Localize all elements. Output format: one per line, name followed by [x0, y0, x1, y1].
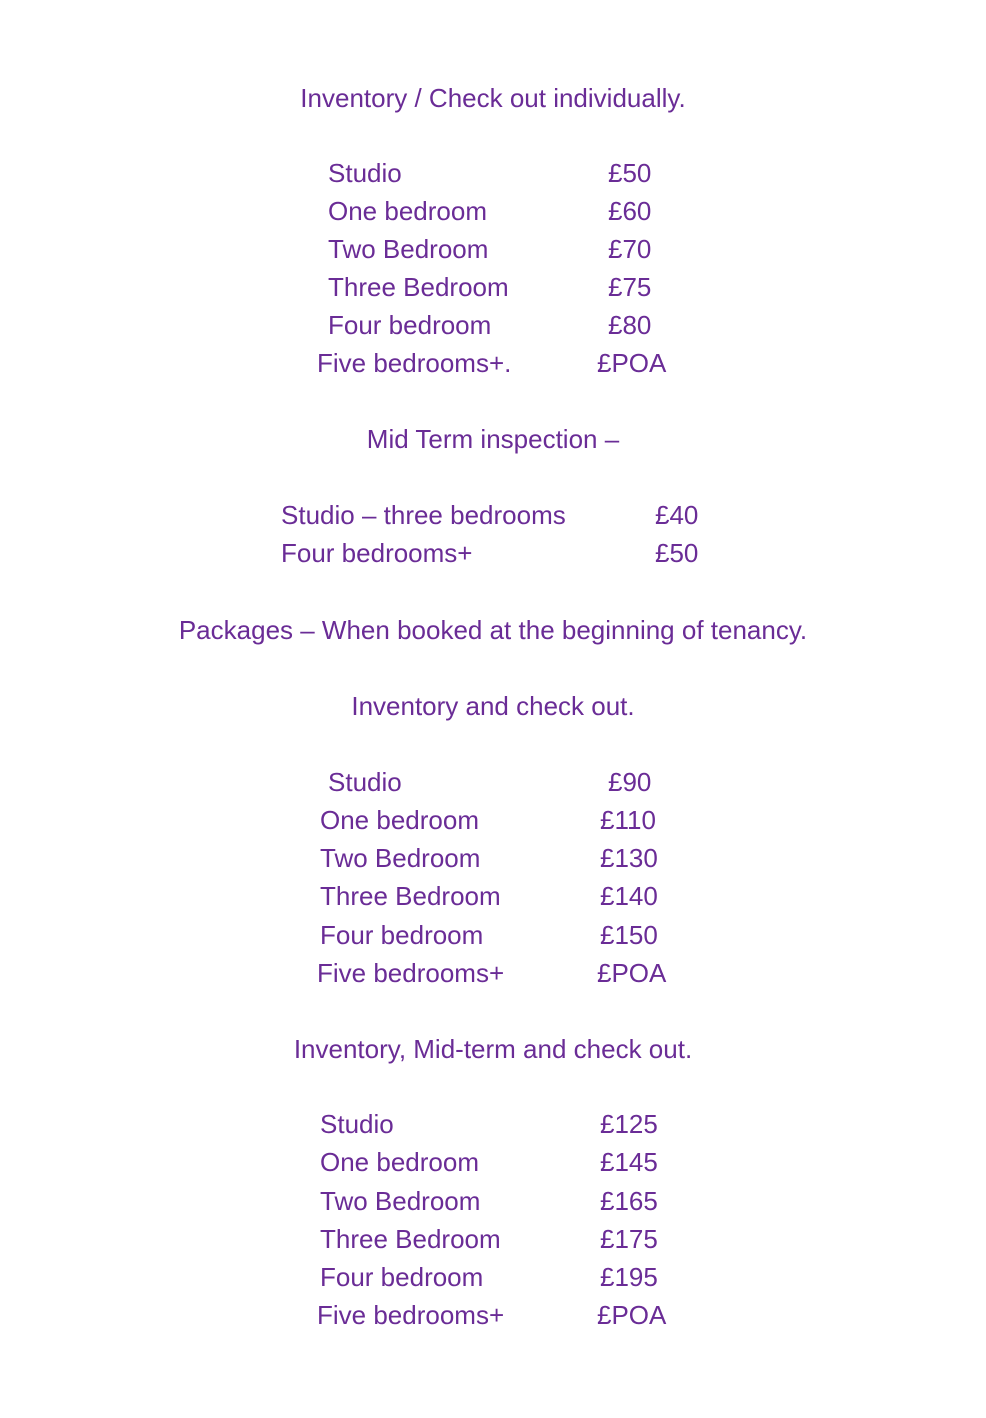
packages-heading: Packages – When booked at the beginning of tenancy.: [178, 615, 808, 645]
individual-price-one-bedroom: £60: [608, 196, 652, 226]
individual-label-two-bedroom: Two Bedroom: [328, 234, 489, 264]
inventory-checkout-heading: Inventory and check out.: [351, 691, 635, 721]
individual-label-studio: Studio: [328, 158, 402, 188]
inventory-checkout-price-five-bedrooms: £POA: [597, 958, 667, 988]
inventory-midterm-checkout-label-five-bedrooms: Five bedrooms+: [317, 1300, 505, 1330]
inventory-checkout-price-four-bedroom: £150: [600, 920, 658, 950]
inventory-checkout-label-five-bedrooms: Five bedrooms+: [317, 958, 505, 988]
mid-term-price-four-plus: £50: [655, 538, 699, 568]
inventory-checkout-label-studio: Studio: [328, 767, 402, 797]
inventory-midterm-checkout-label-studio: Studio: [320, 1109, 394, 1139]
individual-price-two-bedroom: £70: [608, 234, 652, 264]
inventory-checkout-label-four-bedroom: Four bedroom: [320, 920, 484, 950]
individual-label-four-bedroom: Four bedroom: [328, 310, 492, 340]
mid-term-label-four-plus: Four bedrooms+: [281, 538, 473, 568]
inventory-midterm-checkout-price-studio: £125: [600, 1109, 658, 1139]
inventory-midterm-checkout-price-two-bedroom: £165: [600, 1186, 658, 1216]
individual-label-five-bedrooms: Five bedrooms+.: [317, 348, 512, 378]
individual-price-studio: £50: [608, 158, 652, 188]
individual-price-five-bedrooms: £POA: [597, 348, 667, 378]
individual-price-three-bedroom: £75: [608, 272, 652, 302]
mid-term-heading: Mid Term inspection –: [366, 424, 620, 454]
inventory-midterm-checkout-label-one-bedroom: One bedroom: [320, 1147, 479, 1177]
inventory-checkout-price-one-bedroom: £110: [600, 805, 656, 835]
inventory-midterm-checkout-heading: Inventory, Mid-term and check out.: [293, 1034, 693, 1064]
inventory-midterm-checkout-label-two-bedroom: Two Bedroom: [320, 1186, 481, 1216]
individual-heading: Inventory / Check out individually.: [300, 83, 686, 113]
inventory-checkout-label-one-bedroom: One bedroom: [320, 805, 479, 835]
mid-term-price-studio-three: £40: [655, 500, 699, 530]
inventory-midterm-checkout-price-four-bedroom: £195: [600, 1262, 658, 1292]
mid-term-label-studio-three: Studio – three bedrooms: [281, 500, 566, 530]
inventory-checkout-price-two-bedroom: £130: [600, 843, 658, 873]
individual-label-three-bedroom: Three Bedroom: [328, 272, 509, 302]
inventory-midterm-checkout-price-five-bedrooms: £POA: [597, 1300, 667, 1330]
individual-label-one-bedroom: One bedroom: [328, 196, 487, 226]
inventory-midterm-checkout-label-four-bedroom: Four bedroom: [320, 1262, 484, 1292]
inventory-midterm-checkout-label-three-bedroom: Three Bedroom: [320, 1224, 501, 1254]
inventory-checkout-price-three-bedroom: £140: [600, 881, 658, 911]
individual-price-four-bedroom: £80: [608, 310, 652, 340]
inventory-checkout-price-studio: £90: [608, 767, 652, 797]
inventory-midterm-checkout-price-one-bedroom: £145: [600, 1147, 658, 1177]
inventory-midterm-checkout-price-three-bedroom: £175: [600, 1224, 658, 1254]
inventory-checkout-label-three-bedroom: Three Bedroom: [320, 881, 501, 911]
inventory-checkout-label-two-bedroom: Two Bedroom: [320, 843, 481, 873]
